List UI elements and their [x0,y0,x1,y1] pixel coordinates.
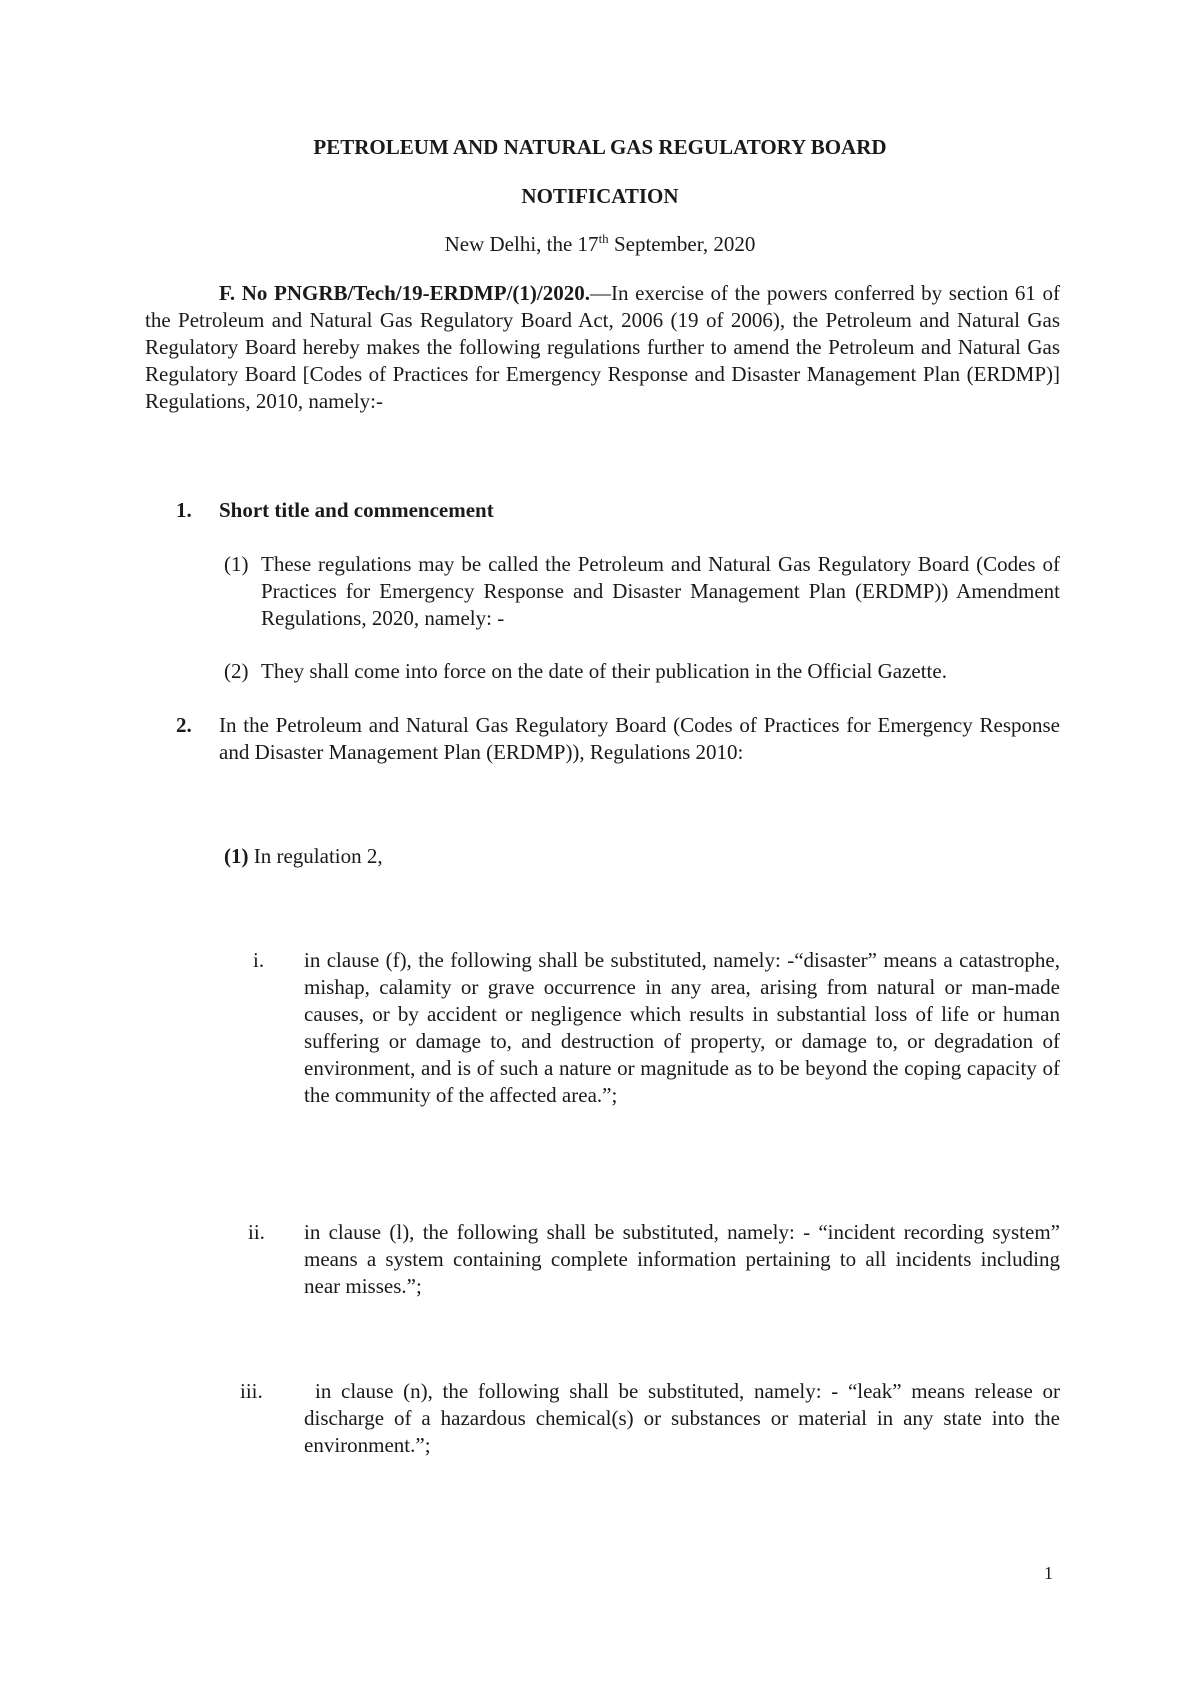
notification-date: New Delhi, the 17th September, 2020 [444,231,756,256]
clause-ii-label: ii. [248,1220,265,1244]
preamble-paragraph: F. No PNGRB/Tech/19-ERDMP/(1)/2020.—In exercise of the powers conferred by section 61 of the Petroleum and Natural Gas Regulatory Board Act, 2006 (19 of 2006), the Petroleum and Natural Gas Regulatory Board hereby makes the following regulations further to amend the Petroleum and Natural Gas Regulatory Board [Codes of Practices for Emergency Response and Disaster Management Plan (ERDMP)] Regulations, 2010, namely:- [145,281,1060,413]
section-1-sub1-label: (1) [224,552,249,576]
page-number: 1 [1044,1563,1053,1583]
clause-iii-label: iii. [240,1379,263,1403]
section-1-title: Short title and commencement [219,498,494,522]
clause-i-text: in clause (f), the following shall be substituted, namely: -“disaster” means a catastrophe, mishap, calamity or grave occurrence in any area, arising from natural or man-made causes, or by accident or negligence which results in substantial loss of life or human suffering or damage to, and destruction of property, or damage to, or degradation of environment, and is of such a nature or magnitude as to be beyond the coping capacity of the community of the affected area.”; [304,948,1060,1107]
notification-heading: NOTIFICATION [521,184,679,208]
section-1-sub2-label: (2) [224,659,249,683]
section-1-sub2-text: They shall come into force on the date of their publication in the Official Gazette. [261,659,947,683]
board-heading: PETROLEUM AND NATURAL GAS REGULATORY BOARD [313,135,887,159]
section-1-sub1-text: These regulations may be called the Petroleum and Natural Gas Regulatory Board (Codes of Practices for Emergency Response and Disaster Management Plan (ERDMP)) Amendment Regulations, 2020, namely: - [261,552,1060,630]
file-number: F. No PNGRB/Tech/19-ERDMP/(1)/2020. [219,281,590,305]
clause-i-label: i. [253,948,265,972]
section-2-number: 2. [176,713,192,737]
section-1-number: 1. [176,498,192,522]
clause-iii-text: in clause (n), the following shall be substituted, namely: - “leak” means release or discharge of a hazardous chemical(s) or substances or material in any state into the environment.”; [304,1379,1060,1457]
section-2-text: In the Petroleum and Natural Gas Regulatory Board (Codes of Practices for Emergency Response and Disaster Management Plan (ERDMP)), Regulations 2010: [219,713,1060,764]
section-2-sub1: (1) In regulation 2, [224,844,383,868]
clause-ii-text: in clause (l), the following shall be substituted, namely: - “incident recording system” means a system containing complete information pertaining to all incidents including near misses.”; [304,1220,1060,1298]
